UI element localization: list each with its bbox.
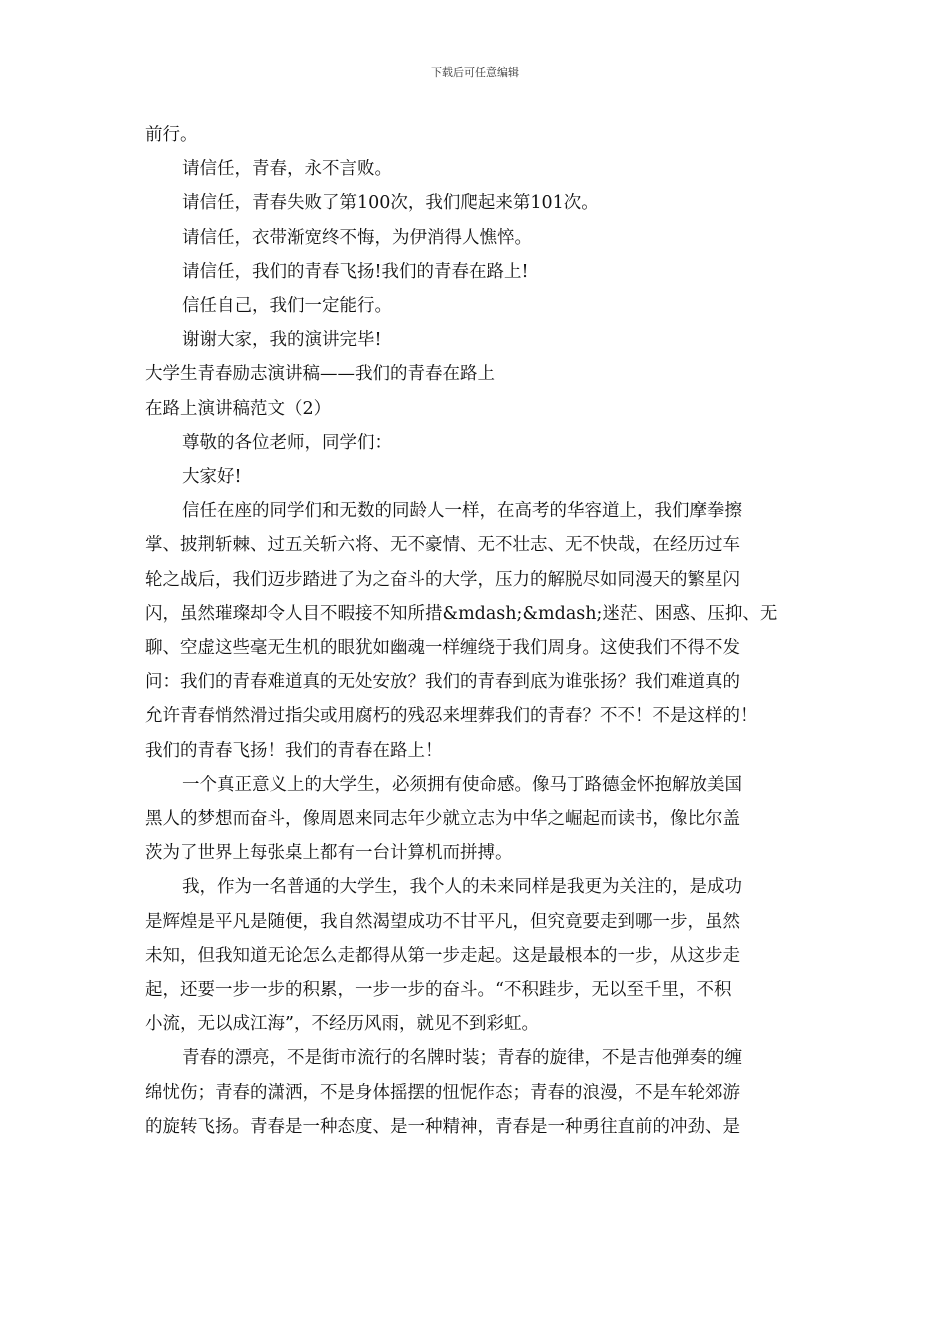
- paragraph-line: 请信任，衣带渐宽终不悔，为伊消得人憔悴。: [182, 227, 532, 248]
- section-title: 大学生青春励志演讲稿——我们的青春在路上: [145, 364, 495, 385]
- paragraph-line: 轮之战后，我们迈步踏进了为之奋斗的大学，压力的解脱尽如同漫天的繁星闪: [145, 569, 740, 590]
- paragraph-line: 小流，无以成江海”，不经历风雨，就见不到彩虹。: [145, 1014, 539, 1035]
- paragraph-line: 信任自己，我们一定能行。: [182, 296, 392, 317]
- paragraph-line: 尊敬的各位老师，同学们：: [182, 432, 392, 453]
- paragraph-line: 谢谢大家，我的演讲完毕!: [182, 330, 382, 351]
- page-header: 下载后可任意编辑: [431, 66, 519, 79]
- paragraph-line: 请信任，青春失败了第100次，我们爬起来第101次。: [182, 193, 599, 214]
- paragraph-line: 我们的青春飞扬！我们的青春在路上！: [145, 740, 443, 761]
- paragraph-line: 问：我们的青春难道真的无处安放？我们的青春到底为谁张扬？我们难道真的: [145, 672, 740, 693]
- paragraph-line: 一个真正意义上的大学生，必须拥有使命感。像马丁路德金怀抱解放美国: [182, 774, 742, 795]
- paragraph-line: 青春的漂亮，不是街市流行的名牌时装；青春的旋律，不是吉他弹奏的缠: [182, 1048, 742, 1069]
- paragraph-line: 是辉煌是平凡是随便，我自然渴望成功不甘平凡，但究竟要走到哪一步，虽然: [145, 911, 740, 932]
- paragraph-line: 的旋转飞扬。青春是一种态度、是一种精神，青春是一种勇往直前的冲劲、是: [145, 1116, 740, 1137]
- paragraph-line: 信任在座的同学们和无数的同龄人一样，在高考的华容道上，我们摩拳擦: [182, 501, 742, 522]
- paragraph-line: 前行。: [145, 125, 198, 145]
- paragraph-line: 茨为了世界上每张桌上都有一台计算机而拼搏。: [145, 843, 513, 864]
- document-body: [145, 118, 810, 1144]
- paragraph-line: 大家好!: [182, 467, 242, 488]
- section-title: 在路上演讲稿范文（2）: [145, 398, 332, 419]
- paragraph-line: 绵忧伤；青春的潇洒，不是身体摇摆的忸怩作态；青春的浪漫，不是车轮郊游: [145, 1082, 740, 1103]
- paragraph-line: 允许青春悄然滑过指尖或用腐朽的残忍来埋葬我们的青春？不不！不是这样的！: [145, 706, 758, 727]
- paragraph-line: 请信任，我们的青春飞扬!我们的青春在路上!: [182, 261, 529, 282]
- paragraph-line: 起，还要一步一步的积累，一步一步的奋斗。“不积跬步，无以至千里，不积: [145, 980, 732, 1001]
- paragraph-line: 闪，虽然璀璨却令人目不暇接不知所措&mdash;&mdash;迷茫、困惑、压抑、无: [145, 603, 778, 624]
- paragraph-line: 聊、空虚这些毫无生机的眼犹如幽魂一样缠绕于我们周身。这使我们不得不发: [145, 638, 740, 659]
- paragraph-line: 我，作为一名普通的大学生，我个人的未来同样是我更为关注的，是成功: [182, 877, 742, 898]
- paragraph-line: 请信任，青春，永不言败。: [182, 159, 392, 180]
- paragraph-line: 黑人的梦想而奋斗，像周恩来同志年少就立志为中华之崛起而读书，像比尔盖: [145, 809, 740, 830]
- paragraph-line: 掌、披荆斩棘、过五关斩六将、无不豪情、无不壮志、无不快哉，在经历过车: [145, 535, 740, 556]
- paragraph-line: 未知，但我知道无论怎么走都得从第一步走起。这是最根本的一步，从这步走: [145, 945, 740, 966]
